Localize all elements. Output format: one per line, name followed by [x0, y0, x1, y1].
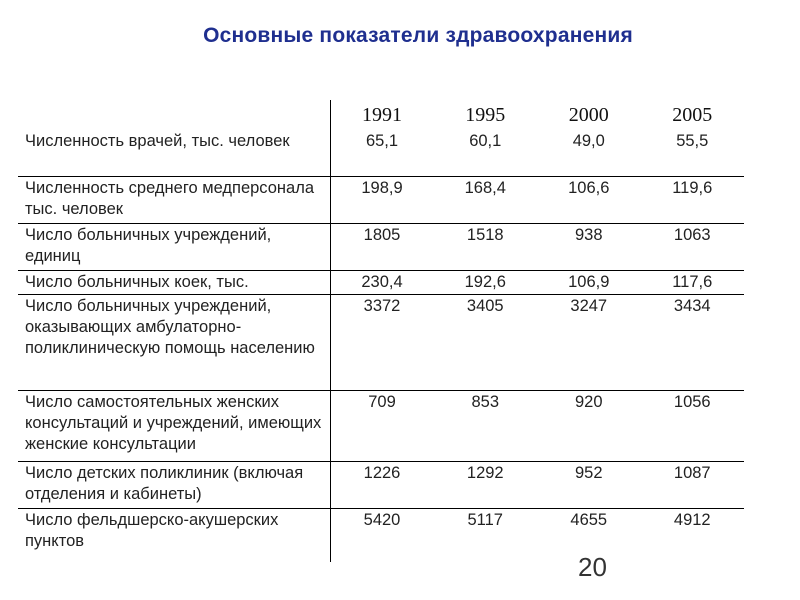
row-label: Число больничных учреждений, оказывающих амбулаторно-поликлиническую помощь населению: [18, 294, 330, 390]
row-value: 5117: [434, 508, 538, 562]
table-row: [18, 176, 744, 223]
row-value: 709: [330, 390, 434, 461]
table-row: [18, 461, 744, 508]
row-value: 1056: [641, 390, 745, 461]
row-value: 106,9: [537, 270, 641, 294]
row-value: 117,6: [641, 270, 745, 294]
row-value: 1292: [434, 461, 538, 508]
row-value: 1087: [641, 461, 745, 508]
row-value: 1226: [330, 461, 434, 508]
table-row: [18, 270, 744, 294]
row-label: Число больничных коек, тыс.: [18, 270, 330, 294]
table-row: [18, 390, 744, 461]
row-value: 119,6: [641, 176, 745, 223]
row-value: 920: [537, 390, 641, 461]
row-value: 1805: [330, 223, 434, 270]
row-value: 3372: [330, 294, 434, 390]
row-value: 230,4: [330, 270, 434, 294]
year-header: 1991: [362, 104, 402, 126]
row-value: 3405: [434, 294, 538, 390]
row-value: 55,5: [676, 132, 709, 150]
row-value: 65,1: [365, 132, 399, 150]
row-value: 192,6: [434, 270, 538, 294]
row-label: Численность среднего медперсонала тыс. человек: [18, 176, 330, 223]
row-value: 168,4: [434, 176, 538, 223]
page-number: 20: [578, 552, 607, 582]
row-label: Число детских поликлиник (включая отделения и кабинеты): [18, 461, 330, 508]
table-row: [18, 223, 744, 270]
health-indicators-table-wrap: [18, 100, 744, 562]
health-indicators-table: [18, 100, 744, 562]
table-row: [18, 130, 744, 176]
table-row: [18, 508, 744, 562]
row-value: 952: [537, 461, 641, 508]
row-value: 4655: [537, 508, 641, 562]
row-value: 4912: [641, 508, 745, 562]
row-value: 3247: [537, 294, 641, 390]
row-value: 1518: [434, 223, 538, 270]
row-value: 3434: [641, 294, 745, 390]
row-value: 1063: [641, 223, 745, 270]
page-title: Основные показатели здравоохранения: [203, 24, 633, 47]
row-value: 49,0: [572, 132, 605, 150]
year-header: 2000: [568, 104, 609, 126]
table-row: [18, 294, 744, 390]
year-header-row: [18, 100, 744, 130]
row-label: Число больничных учреждений, единиц: [18, 223, 330, 270]
year-header: 2005: [672, 104, 713, 126]
row-value: 198,9: [330, 176, 434, 223]
row-value: 938: [537, 223, 641, 270]
row-value: 5420: [330, 508, 434, 562]
row-label: Число фельдшерско-акушерских пунктов: [18, 508, 330, 562]
row-value: 106,6: [537, 176, 641, 223]
year-header: 1995: [465, 104, 506, 126]
row-label: Число самостоятельных женских консультаций и учреждений, имеющих женские консультации: [18, 390, 330, 461]
row-label: Численность врачей, тыс. человек: [18, 130, 330, 176]
header-empty-cell: [18, 100, 330, 130]
row-value: 60,1: [469, 132, 502, 150]
row-value: 853: [434, 390, 538, 461]
